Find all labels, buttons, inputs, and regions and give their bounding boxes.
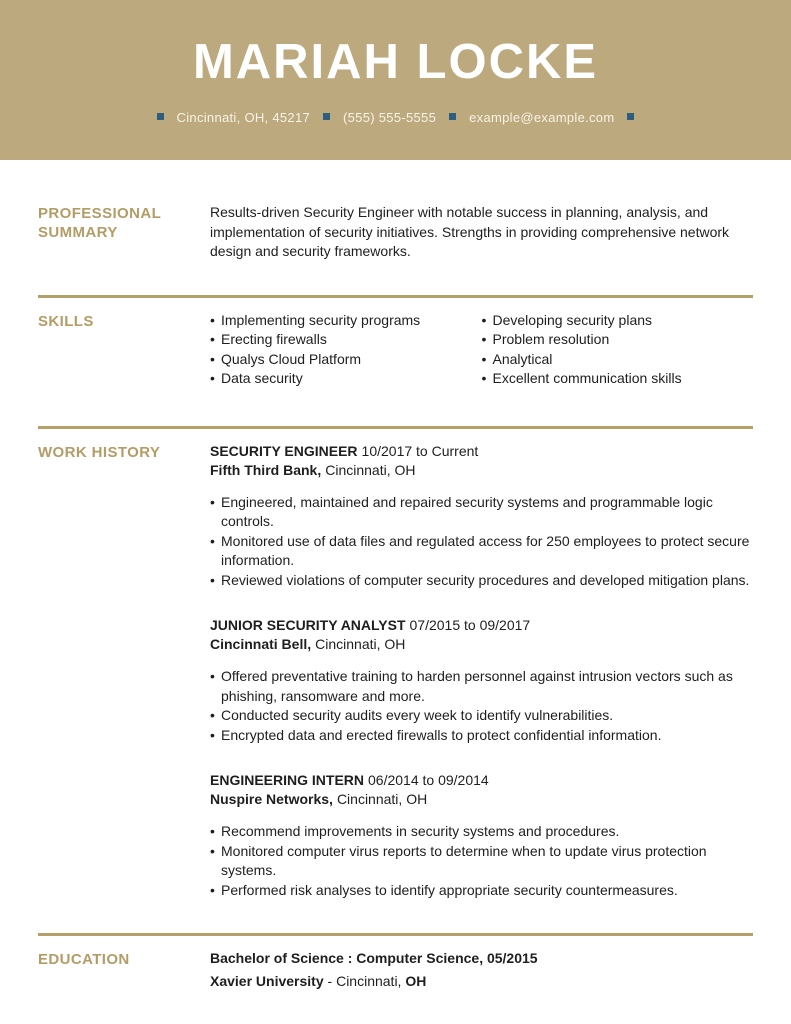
section-professional-summary [38,203,753,262]
job-entry [210,616,753,745]
job-bullet: • Conducted security audits every week to identify vulnerabilities. [210,706,753,726]
skill-item: • Erecting firewalls [210,330,482,350]
section-divider [38,295,753,298]
section-label-summary: PROFESSIONAL SUMMARY [38,205,161,241]
job-company: Cincinnati Bell, [210,636,312,652]
job-bullet-list [210,667,753,745]
job-title-line [210,771,753,790]
section-work-history [38,442,753,901]
education-city: Cincinnati, [336,973,406,989]
education-school: Xavier University [210,973,324,989]
job-title-line [210,442,753,461]
job-title: SECURITY ENGINEER [210,442,358,459]
section-education [38,949,753,1011]
job-location: Cincinnati, OH [325,461,416,478]
section-divider [38,426,753,429]
job-bullet: • Offered preventative training to harden personnel against intrusion vectors such as phishing, ransomware and more. [210,667,753,706]
job-company: Nuspire Networks, [210,791,333,807]
job-company-line [210,635,753,654]
section-label-education: EDUCATION [38,951,130,968]
skill-item: • Problem resolution [482,330,754,350]
job-title-line [210,616,753,635]
job-title: JUNIOR SECURITY ANALYST [210,617,406,633]
skill-item: • Data security [210,369,482,389]
job-bullet: • Performed risk analyses to identify appropriate security countermeasures. [210,881,753,901]
work-history-content [210,442,753,901]
job-bullet: • Recommend improvements in security systems and procedures. [210,822,753,842]
job-bullet-list [210,493,753,591]
contact-line [0,110,791,125]
job-bullet: • Engineered, maintained and repaired security systems and programmable logic controls. [210,493,753,532]
summary-text: Results-driven Security Engineer with notable success in planning, analysis, and implementation of security initiatives. Strengths in providing comprehensive network design and security frameworks. [210,204,730,259]
skills-column-2 [482,311,754,389]
job-company-line [210,461,753,480]
job-bullet: • Monitored computer virus reports to determine when to update virus protection systems. [210,842,753,881]
job-dates: 07/2015 to 09/2017 [409,617,531,633]
job-bullet: • Reviewed violations of computer security procedures and developed mitigation plans. [210,571,753,591]
job-location: Cincinnati, OH [336,791,428,807]
section-divider [38,933,753,936]
job-bullet: • Encrypted data and erected firewalls to protect confidential information. [210,726,753,746]
section-label-skills: SKILLS [38,312,94,330]
contact-email: example@example.com [469,110,615,125]
header-band [0,0,791,160]
job-entry [210,442,753,591]
skills-content [210,311,753,389]
job-entry [210,771,753,900]
skill-item: • Implementing security programs [210,311,482,331]
section-label-work-history: WORK HISTORY [38,443,161,461]
section-skills [38,311,753,389]
square-separator-icon [627,113,634,120]
summary-content [210,203,753,262]
education-school-line [210,972,753,991]
square-separator-icon [323,113,330,120]
education-degree: Bachelor of Science : Computer Science, 05/2015 [210,950,538,966]
skill-item: • Developing security plans [482,311,754,331]
job-location: Cincinnati, OH [315,636,406,652]
square-separator-icon [157,113,164,120]
job-bullet-list [210,822,753,900]
skill-item: • Analytical [482,350,754,370]
resume-body [0,203,791,1011]
education-state: OH [405,973,427,989]
job-dates: 06/2014 to 09/2014 [368,772,489,788]
education-separator: - [323,973,337,989]
job-company-line [210,790,753,809]
square-separator-icon [449,113,456,120]
contact-phone: (555) 555-5555 [343,110,437,125]
skills-column-1 [210,311,482,389]
education-content [210,949,753,991]
job-bullet: • Monitored use of data files and regulated access for 250 employees to protect secure information. [210,532,753,571]
contact-address: Cincinnati, OH, 45217 [176,110,311,125]
job-title: ENGINEERING INTERN [210,772,365,788]
job-company: Fifth Third Bank, [210,461,322,478]
skill-item: • Qualys Cloud Platform [210,350,482,370]
candidate-name: MARIAH LOCKE [192,35,599,89]
job-dates: 10/2017 to Current [361,442,479,459]
skill-item: • Excellent communication skills [482,369,754,389]
